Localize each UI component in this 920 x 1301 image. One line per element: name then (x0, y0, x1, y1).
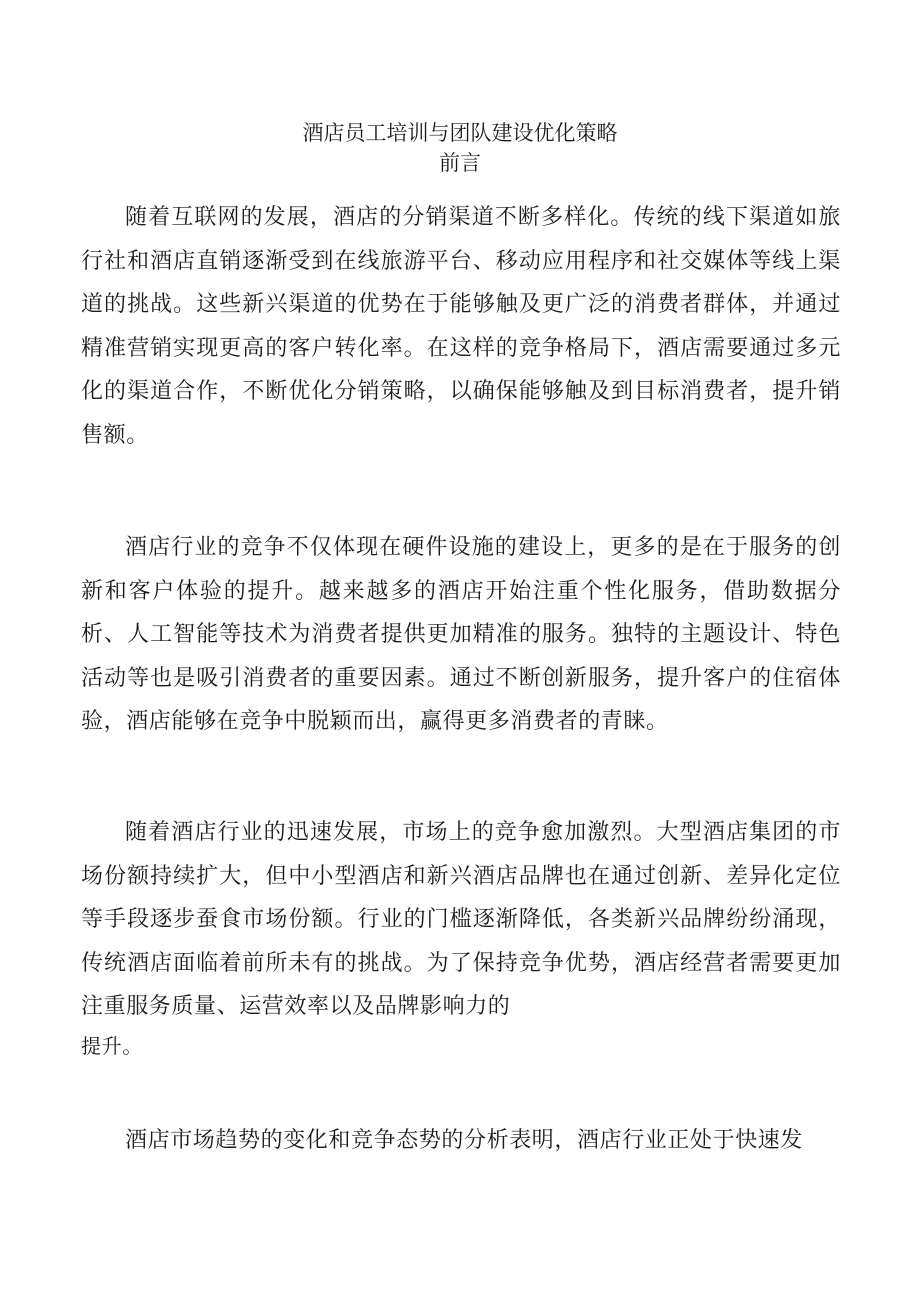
paragraph-3 (81, 811, 841, 1063)
paragraph-2: 酒店行业的竞争不仅体现在硬件设施的建设上，更多的是在于服务的创新和客户体验的提升。越来越多的酒店开始注重个性化服务，借助数据分析、人工智能等技术为消费者提供更加精准的服务。独特的主题设计、特色活动等也是吸引消费者的重要因素。通过不断创新服务，提升客户的住宿体验，酒店能够在竞争中脱颖而出，赢得更多消费者的青睐。 (81, 535, 841, 734)
section-heading-preface: 前言 (439, 151, 481, 175)
paragraph-3-tail: 提升。 (81, 1033, 143, 1058)
paragraph-1: 随着互联网的发展，酒店的分销渠道不断多样化。传统的线下渠道如旅行社和酒店直销逐渐受到在线旅游平台、移动应用程序和社交媒体等线上渠道的挑战。这些新兴渠道的优势在于能够触及更广泛的消费者群体，并通过精准营销实现更高的客户转化率。在这样的竞争格局下，酒店需要通过多元化的渠道合作，不断优化分销策略，以确保能够触及到目标消费者，提升销售额。 (81, 205, 841, 448)
paragraph-3-body: 随着酒店行业的迅速发展，市场上的竞争愈加激烈。大型酒店集团的市场份额持续扩大，但中小型酒店和新兴酒店品牌也在通过创新、差异化定位等手段逐步蚕食市场份额。行业的门槛逐渐降低，各类新兴品牌纷纷涌现，传统酒店面临着前所未有的挑战。为了保持竞争优势，酒店经营者需要更加注重服务质量、运营效率以及品牌影响力的 (81, 820, 841, 1019)
document-title: 酒店员工培训与团队建设优化策略 (302, 121, 618, 145)
paragraph-4: 酒店市场趋势的变化和竞争态势的分析表明，酒店行业正处于快速发 (125, 1128, 804, 1153)
